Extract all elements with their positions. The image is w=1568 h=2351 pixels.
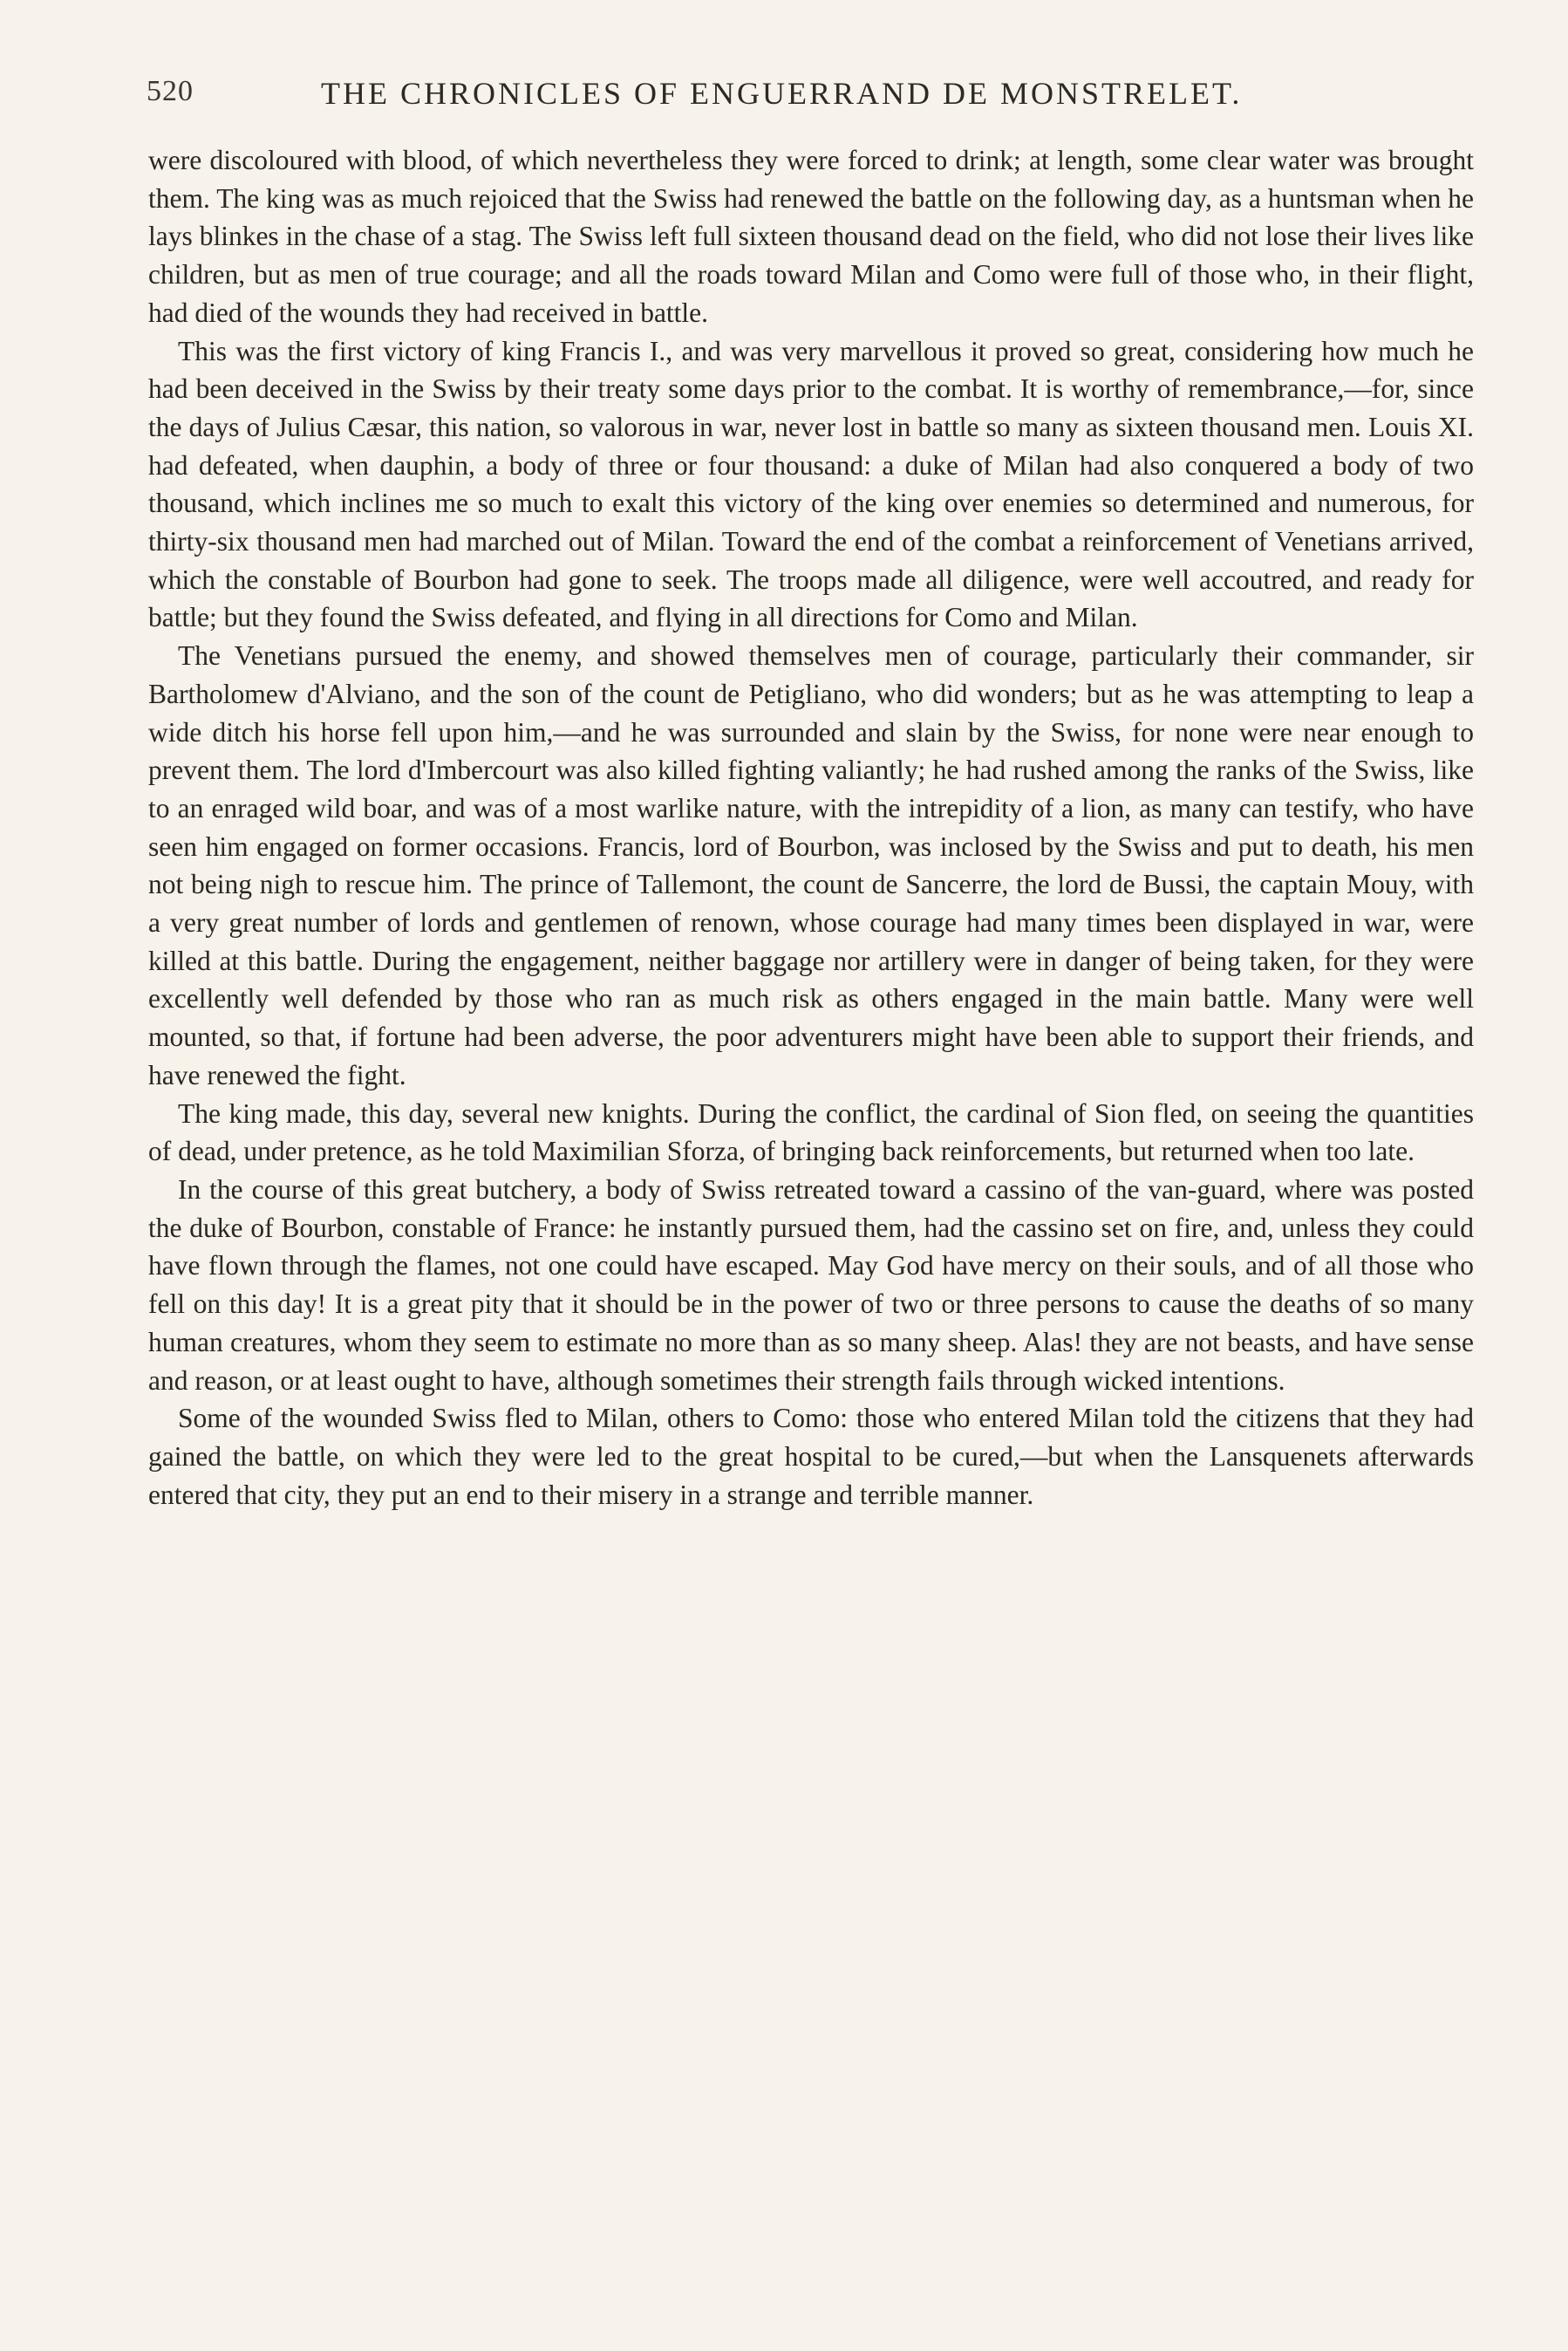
page-number: 520 — [147, 75, 194, 107]
paragraph: This was the first victory of king Francis I., and was very marvellous it proved so great, considering how much he had been deceived in the Swiss by their treaty some days prior to the combat. It is worthy of remembrance,—for, since the days of Julius Cæsar, this nation, so valorous in war, never lost in battle so many as sixteen thousand men. Louis XI. had defeated, when dauphin, a body of three or four thousand: a duke of Milan had also conquered a body of two thousand, which inclines me so much to exalt this victory of the king over enemies so determined and numerous, for thirty-six thousand men had marched out of Milan. Toward the end of the combat a reinforcement of Venetians arrived, which the constable of Bourbon had gone to seek. The troops made all diligence, were well accoutred, and ready for battle; but they found the Swiss defeated, and flying in all directions for Como and Milan. — [148, 335, 1474, 633]
paragraph: In the course of this great butchery, a body of Swiss retreated toward a cassino of the van-guard, where was posted the duke of Bourbon, constable of France: he instantly pursued them, had the cassino set on fire, and, unless they could have flown through the flames, not one could have escaped. May God have mercy on their souls, and of all those who fell on this day! It is a great pity that it should be in the power of two or three persons to cause the deaths of so many human creatures, whom they seem to estimate no more than as so many sheep. Alas! they are not beasts, and have sense and reason, or at least ought to have, although sometimes their strength fails through wicked intentions. — [148, 1173, 1474, 1396]
running-title: THE CHRONICLES OF ENGUERRAND DE MONSTRELET. — [321, 76, 1243, 111]
page-header — [147, 70, 1472, 122]
body-text — [148, 141, 1474, 1514]
paragraph: The king made, this day, several new knights. During the conflict, the cardinal of Sion fled, on seeing the quantities of dead, under pretence, as he told Maximilian Sforza, of bringing back reinforcements, but returned when too late. — [148, 1097, 1474, 1167]
paragraph: The Venetians pursued the enemy, and showed themselves men of courage, particularly their commander, sir Bartholomew d'Alviano, and the son of the count de Petigliano, who did wonders; but as he was attempting to leap a wide ditch his horse fell upon him,—and he was surrounded and slain by the Swiss, for none were near enough to prevent them. The lord d'Imbercourt was also killed fighting valiantly; he had rushed among the ranks of the Swiss, like to an enraged wild boar, and was of a most warlike nature, with the intrepidity of a lion, as many can testify, who have seen him engaged on former occasions. Francis, lord of Bourbon, was inclosed by the Swiss and put to death, his men not being nigh to rescue him. The prince of Tallemont, the count de Sancerre, the lord de Bussi, the captain Mouy, with a very great number of lords and gentlemen of renown, whose courage had many times been displayed in war, were killed at this battle. During the engagement, neither baggage nor artillery were in danger of being taken, for they were excellently well defended by those who ran as much risk as others engaged in the main battle. Many were well mounted, so that, if fortune had been adverse, the poor adventurers might have been able to support their friends, and have renewed the fight. — [148, 640, 1474, 1090]
paragraph: Some of the wounded Swiss fled to Milan, others to Como: those who entered Milan told the citizens that they had gained the battle, on which they were led to the great hospital to be cured,—but when the Lansquenets afterwards entered that city, they put an end to their misery in a strange and terrible manner. — [148, 1403, 1474, 1510]
paragraph-continued: were discoloured with blood, of which nevertheless they were forced to drink; at length, some clear water was brought them. The king was as much rejoiced that the Swiss had renewed the battle on the following day, as a huntsman when he lays blinkes in the chase of a stag. The Swiss left full sixteen thousand dead on the field, who did not lose their lives like children, but as men of true courage; and all the roads toward Milan and Como were full of those who, in their flight, had died of the wounds they had received in battle. — [148, 145, 1474, 328]
